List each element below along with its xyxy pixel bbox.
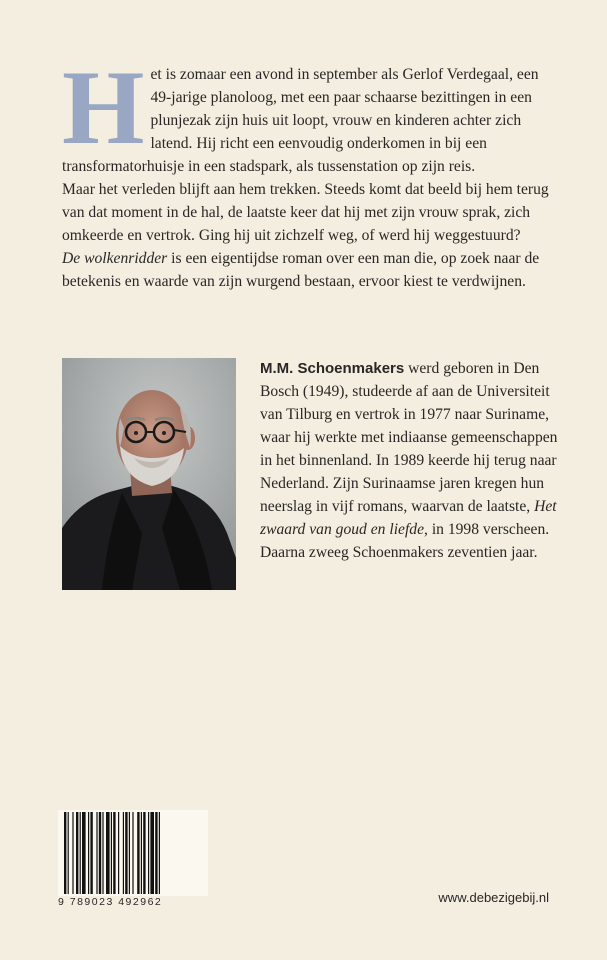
barcode-bar (148, 812, 149, 894)
barcode-bar (68, 812, 69, 894)
barcode-bar (150, 812, 154, 894)
author-bio-text-2: , in 1998 verscheen. Daarna zweeg Schoenmakers zeventien jaar. (260, 521, 550, 561)
author-bio (260, 357, 560, 564)
barcode-bar (132, 812, 133, 894)
barcode-bar (118, 812, 119, 894)
blurb-paragraph-1: et is zomaar een avond in september als Gerlof Verdegaal, een 49-jarige planoloog, met een paar schaarse bezittingen in een plunjezak zijn huis uit loopt, vrouw en kinderen achter zich latend. Hij richt een eenvoudig onderkomen in bij een transformatorhuisje in een stadspark, als tussenstation op zijn reis. (62, 66, 539, 175)
barcode-bar (137, 812, 139, 894)
author-bio-paragraph (260, 357, 560, 564)
back-cover-blurb (62, 49, 552, 293)
barcode-bar (99, 812, 101, 894)
barcode-bar (113, 812, 115, 894)
barcode-bar (111, 812, 112, 894)
novel-title: De wolkenridder (62, 250, 168, 267)
barcode-bar (76, 812, 78, 894)
barcode-bar (64, 812, 66, 894)
barcode-bar (159, 812, 160, 894)
barcode-bar (155, 812, 157, 894)
previous-book-title: Het zwaard van goud en liefde (260, 498, 557, 538)
barcode-bar (90, 812, 92, 894)
author-name: M.M. Schoenmakers (260, 360, 405, 377)
barcode-bar (123, 812, 124, 894)
barcode-bar (106, 812, 110, 894)
barcode-bar (96, 812, 97, 894)
drop-cap: H (62, 49, 143, 166)
blurb-paragraph-3-text: is een eigentijdse roman over een man die, op zoek naar de betekenis en waarde van zijn wurgend bestaan, ervoor kiest te verdwijnen. (62, 250, 540, 290)
publisher-website: www.debezigebij.nl (438, 890, 549, 905)
barcode-bar (143, 812, 145, 894)
isbn-barcode (58, 810, 208, 910)
barcode-bar (82, 812, 86, 894)
barcode-bar (102, 812, 103, 894)
author-bio-text-1: werd geboren in Den Bosch (1949), studeerde af aan de Universiteit van Tilburg en vertrok in 1977 naar Suriname, waar hij werkte met indiaanse gemeenschappen in het binnenland. In 1989 keerde hij terug naar Nederland. Zijn Surinaamse jaren kregen hun neerslag in vijf romans, waarvan de laatste, (260, 360, 558, 515)
isbn-number: 9 789023 492962 (58, 896, 163, 908)
barcode-bar (88, 812, 89, 894)
barcode-bar (125, 812, 127, 894)
barcode-bar (141, 812, 142, 894)
barcode-bar (129, 812, 130, 894)
barcode-graphic (58, 810, 208, 896)
barcode-bar (80, 812, 81, 894)
blurb-paragraph-2: Maar het verleden blijft aan hem trekken. Steeds komt dat beeld bij hem terug van dat moment in de hal, de laatste keer dat hij met zijn vrouw sprak, zich omkeerde en vertrok. Ging hij uit zichzelf weg, of werd hij weggestuurd? (62, 181, 549, 244)
barcode-bar (72, 812, 73, 894)
author-photo (62, 358, 236, 590)
author-portrait-image (62, 358, 236, 590)
blurb-paragraph-3 (62, 247, 552, 293)
